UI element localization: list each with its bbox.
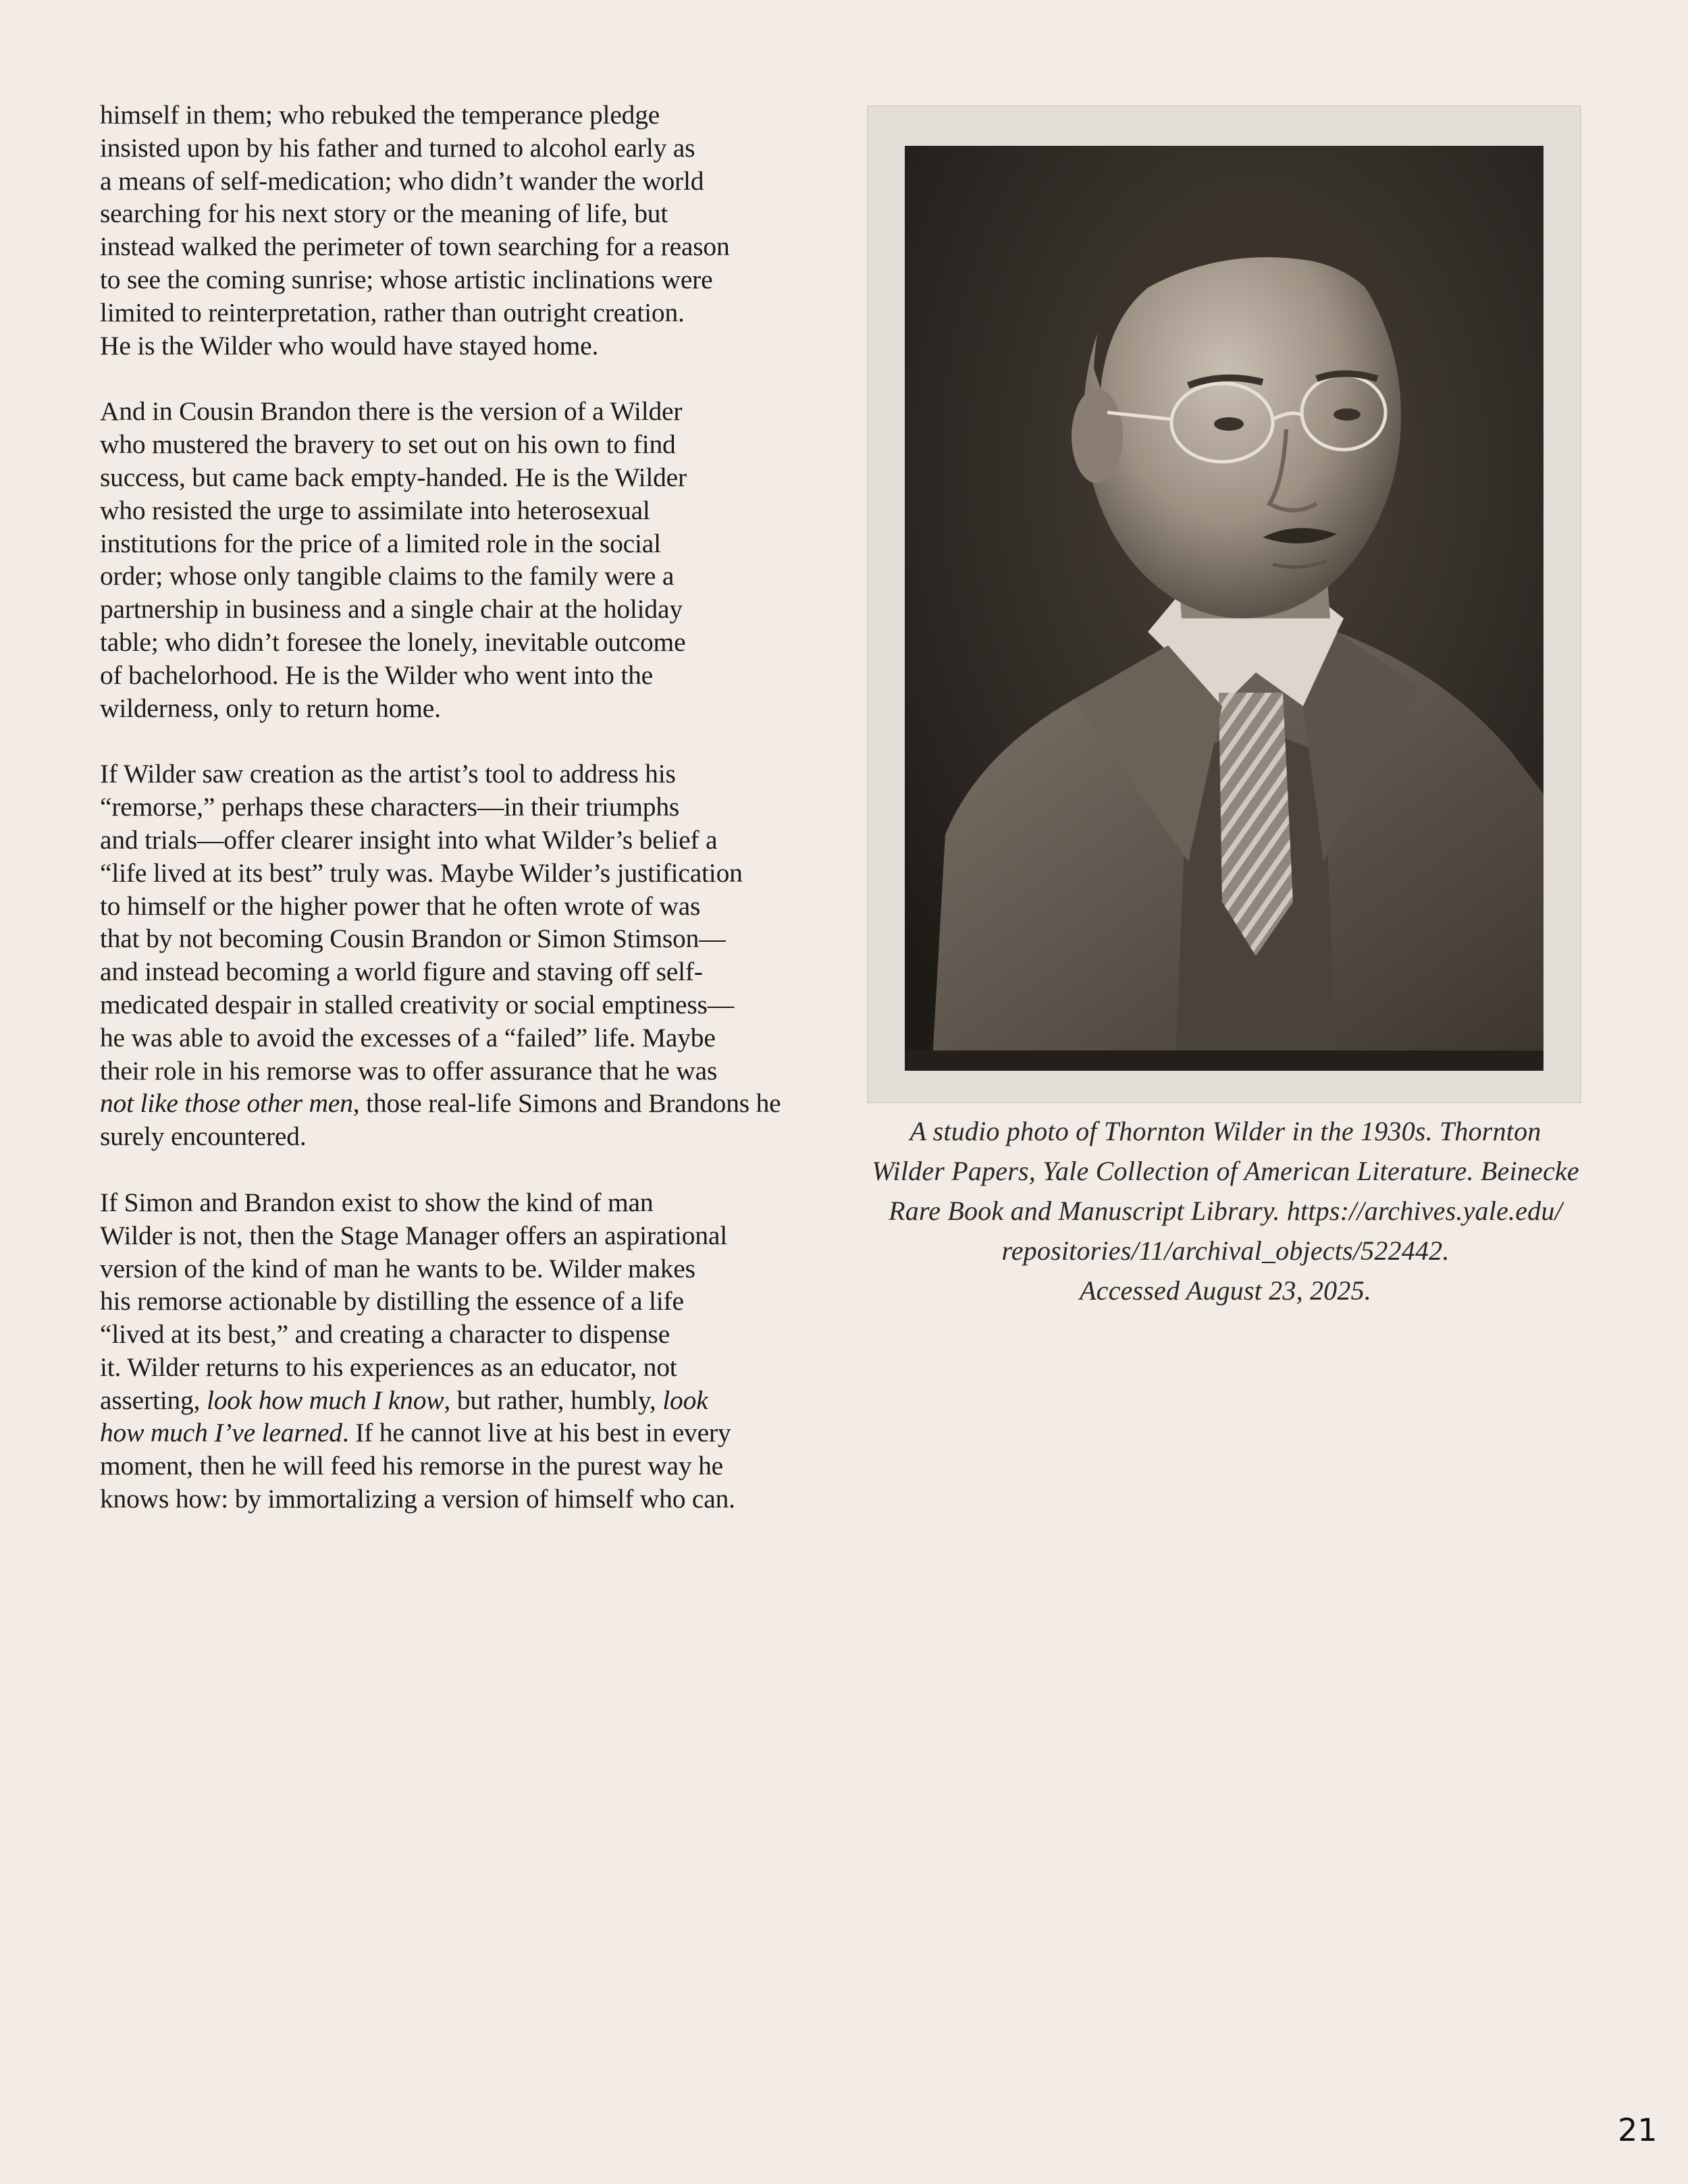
text-line: If Wilder saw creation as the artist’s tool to address his <box>100 759 676 789</box>
portrait-illustration <box>905 146 1544 1071</box>
text-line: who resisted the urge to assimilate into heterosexual <box>100 495 650 525</box>
caption-line: Wilder Papers, Yale Collection of American Literature. Beinecke <box>872 1156 1579 1186</box>
paragraph-3 <box>100 757 836 1153</box>
text-line: he was able to avoid the excesses of a “failed” life. Maybe <box>100 1022 716 1053</box>
text-line: partnership in business and a single chair at the holiday <box>100 594 683 624</box>
page-number: 21 <box>1618 2112 1658 2148</box>
text-run: , but rather, humbly, <box>444 1385 663 1415</box>
text-line: limited to reinterpretation, rather than outright creation. <box>100 297 685 327</box>
text-line: instead walked the perimeter of town searching for a reason <box>100 232 730 262</box>
photo-mount <box>867 105 1581 1103</box>
text-line: it. Wilder returns to his experiences as an educator, not <box>100 1352 677 1382</box>
text-line: insisted upon by his father and turned to alcohol early as <box>100 132 695 163</box>
text-line: “life lived at its best” truly was. Maybe Wilder’s justification <box>100 857 743 888</box>
portrait-photo <box>905 146 1544 1071</box>
text-line <box>100 1087 836 1120</box>
text-line: wilderness, only to return home. <box>100 693 441 723</box>
text-line <box>100 1384 836 1417</box>
text-line: institutions for the price of a limited role in the social <box>100 528 661 558</box>
text-line: moment, then he will feed his remorse in the purest way he <box>100 1451 723 1481</box>
italic-phrase: how much I’ve learned <box>100 1418 342 1448</box>
text-line: Wilder is not, then the Stage Manager offers an aspirational <box>100 1220 727 1250</box>
paragraph-4 <box>100 1186 836 1516</box>
paragraph-2 <box>100 395 836 724</box>
text-line: their role in his remorse was to offer assurance that he was <box>100 1055 718 1086</box>
caption-line: Rare Book and Manuscript Library. https://archives.yale.edu/ <box>889 1196 1562 1226</box>
text-run: asserting, <box>100 1385 207 1415</box>
caption-line: A studio photo of Thornton Wilder in the 1930s. Thornton <box>909 1116 1541 1146</box>
text-line: to see the coming sunrise; whose artistic inclinations were <box>100 264 713 294</box>
text-line: success, but came back empty-handed. He is the Wilder <box>100 462 687 492</box>
text-line: himself in them; who rebuked the temperance pledge <box>100 100 660 130</box>
text-line: and instead becoming a world figure and staving off self- <box>100 957 703 987</box>
text-run: . If he cannot live at his best in every <box>342 1418 731 1448</box>
italic-phrase: not like those other men <box>100 1088 353 1119</box>
text-line: and trials—offer clearer insight into what Wilder’s belief a <box>100 824 718 855</box>
text-line: order; whose only tangible claims to the family were a <box>100 561 675 591</box>
text-line: of bachelorhood. He is the Wilder who went into the <box>100 660 653 690</box>
text-line: “lived at its best,” and creating a character to dispense <box>100 1319 670 1350</box>
italic-phrase: look how much I know <box>206 1385 444 1415</box>
text-line: surely encountered. <box>100 1121 307 1152</box>
text-line: knows how: by immortalizing a version of himself who can. <box>100 1484 735 1514</box>
text-line: medicated despair in stalled creativity or social emptiness— <box>100 989 734 1019</box>
article-body <box>100 99 836 1549</box>
italic-phrase: look <box>662 1385 708 1415</box>
text-line: And in Cousin Brandon there is the version of a Wilder <box>100 396 683 427</box>
caption-line: Accessed August 23, 2025. <box>1080 1275 1371 1306</box>
caption-line: repositories/11/archival_objects/522442. <box>1001 1235 1450 1266</box>
text-line: who mustered the bravery to set out on his own to find <box>100 429 676 460</box>
text-line <box>100 1416 836 1449</box>
text-run: , those real-life Simons and Brandons he <box>352 1088 781 1119</box>
photo-caption <box>858 1111 1593 1310</box>
paragraph-1 <box>100 99 836 362</box>
text-line: “remorse,” perhaps these characters—in their triumphs <box>100 792 680 822</box>
text-line: If Simon and Brandon exist to show the kind of man <box>100 1187 654 1217</box>
text-line: to himself or the higher power that he often wrote of was <box>100 890 701 921</box>
text-line: version of the kind of man he wants to be. Wilder makes <box>100 1253 695 1283</box>
text-line: his remorse actionable by distilling the essence of a life <box>100 1286 684 1316</box>
text-line: searching for his next story or the meaning of life, but <box>100 198 668 229</box>
text-line: that by not becoming Cousin Brandon or Simon Stimson— <box>100 924 726 954</box>
text-line: a means of self-medication; who didn’t wander the world <box>100 165 704 196</box>
text-line: table; who didn’t foresee the lonely, inevitable outcome <box>100 627 686 657</box>
text-line: He is the Wilder who would have stayed home. <box>100 330 599 361</box>
